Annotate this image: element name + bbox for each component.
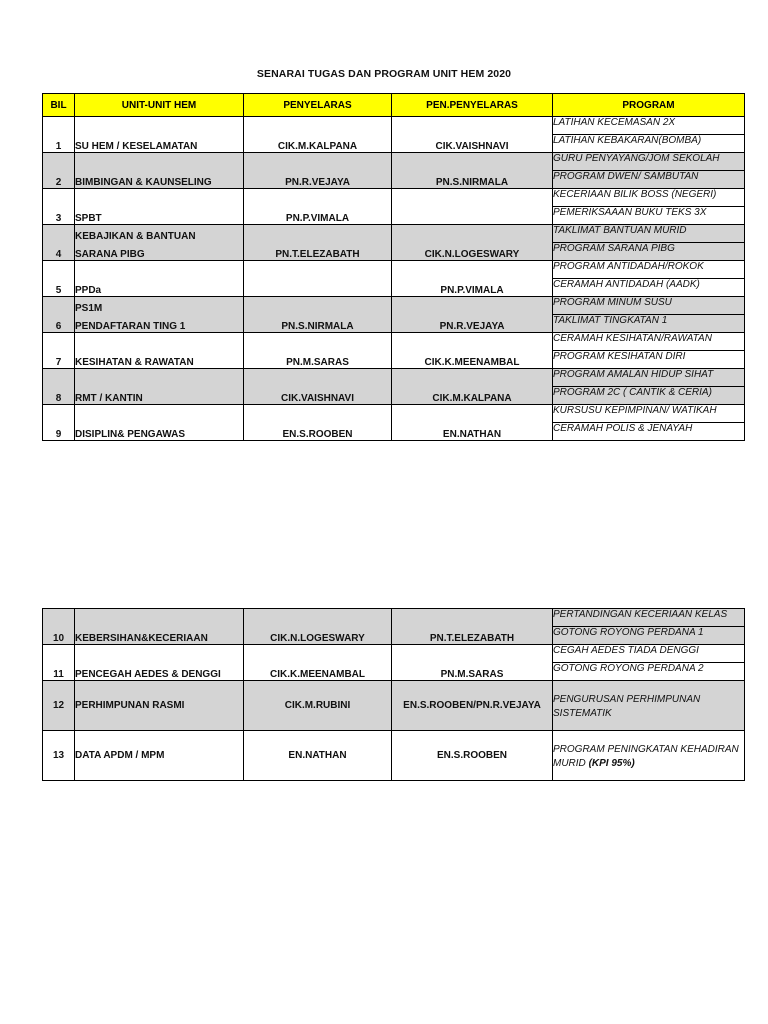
unit-name-line: KESIHATAN & RAWATAN	[75, 357, 194, 368]
unit-name: DATA APDM / MPM	[75, 731, 244, 781]
program-item: TAKLIMAT BANTUAN MURID	[553, 225, 745, 243]
program-item: CERAMAH POLIS & JENAYAH	[553, 423, 745, 441]
penyelaras-name: CIK.M.KALPANA	[244, 117, 392, 153]
unit-name-line: PPDa	[75, 285, 102, 296]
program-item: PROGRAM MINUM SUSU	[553, 297, 745, 315]
table-row	[43, 369, 745, 387]
table-row	[43, 153, 745, 171]
program-item: KECERIAAN BILIK BOSS (NEGERI)	[553, 189, 745, 207]
table-row	[43, 731, 745, 781]
program-text: PENGURUSAN PERHIMPUNAN SISTEMATIK	[553, 693, 701, 719]
unit-name-line: KEBAJIKAN & BANTUAN	[75, 231, 196, 242]
unit-name-line: DISIPLIN& PENGAWAS	[75, 429, 186, 440]
unit-name-line: RMT / KANTIN	[75, 393, 143, 404]
unit-name	[75, 153, 244, 189]
pen-penyelaras-name: CIK.M.KALPANA	[392, 369, 553, 405]
unit-name	[75, 369, 244, 405]
program-item: PROGRAM 2C ( CANTIK & CERIA)	[553, 387, 745, 405]
row-number: 6	[43, 297, 75, 333]
penyelaras-name: CIK.M.RUBINI	[244, 681, 392, 731]
penyelaras-name: CIK.VAISHNAVI	[244, 369, 392, 405]
penyelaras-name	[244, 261, 392, 297]
table-row	[43, 609, 745, 627]
unit-name	[75, 333, 244, 369]
unit-name	[75, 189, 244, 225]
header-program: PROGRAM	[553, 94, 745, 117]
program-item: LATIHAN KEBAKARAN(BOMBA)	[553, 135, 745, 153]
program-item	[553, 731, 745, 781]
table-row	[43, 405, 745, 423]
row-number: 13	[43, 731, 75, 781]
program-text: PROGRAM PENINGKATAN KEHADIRAN MURID	[553, 743, 739, 769]
unit-name-line: BIMBINGAN & KAUNSELING	[75, 177, 212, 188]
penyelaras-name: CIK.K.MEENAMBAL	[244, 645, 392, 681]
table-row	[43, 225, 745, 243]
program-item: CERAMAH ANTIDADAH (AADK)	[553, 279, 745, 297]
program-kpi: (KPI 95%)	[588, 757, 635, 769]
pen-penyelaras-name: PN.M.SARAS	[392, 645, 553, 681]
row-number: 5	[43, 261, 75, 297]
program-item: PERTANDINGAN KECERIAAN KELAS	[553, 609, 745, 627]
unit-name	[75, 297, 244, 333]
program-item: PROGRAM ANTIDADAH/ROKOK	[553, 261, 745, 279]
pen-penyelaras-name: EN.S.ROOBEN/PN.R.VEJAYA	[392, 681, 553, 731]
unit-name: PERHIMPUNAN RASMI	[75, 681, 244, 731]
pen-penyelaras-name: PN.S.NIRMALA	[392, 153, 553, 189]
program-item	[553, 681, 745, 731]
pen-penyelaras-name	[392, 189, 553, 225]
row-number: 7	[43, 333, 75, 369]
program-item: TAKLIMAT TINGKATAN 1	[553, 315, 745, 333]
program-item: PROGRAM AMALAN HIDUP SIHAT	[553, 369, 745, 387]
duty-table	[42, 93, 745, 441]
penyelaras-name: PN.M.SARAS	[244, 333, 392, 369]
table-row	[43, 189, 745, 207]
header-unit: UNIT-UNIT HEM	[75, 94, 244, 117]
program-item: KURSUSU KEPIMPINAN/ WATIKAH	[553, 405, 745, 423]
table-row	[43, 261, 745, 279]
row-number: 2	[43, 153, 75, 189]
header-pen-penyelaras: PEN.PENYELARAS	[392, 94, 553, 117]
unit-name-line: PENDAFTARAN TING 1	[75, 321, 186, 332]
program-item: PEMERIKSAAAN BUKU TEKS 3X	[553, 207, 745, 225]
program-item: PROGRAM DWEN/ SAMBUTAN	[553, 171, 745, 189]
unit-name-line: SPBT	[75, 213, 102, 224]
unit-name	[75, 261, 244, 297]
table-row	[43, 645, 745, 663]
header-penyelaras: PENYELARAS	[244, 94, 392, 117]
unit-name-line: SU HEM / KESELAMATAN	[75, 141, 198, 152]
row-number: 10	[43, 609, 75, 645]
pen-penyelaras-name: CIK.N.LOGESWARY	[392, 225, 553, 261]
row-number: 11	[43, 645, 75, 681]
row-number: 9	[43, 405, 75, 441]
table-row	[43, 681, 745, 731]
unit-name	[75, 225, 244, 261]
pen-penyelaras-name: PN.P.VIMALA	[392, 261, 553, 297]
table-row	[43, 117, 745, 135]
program-item: CEGAH AEDES TIADA DENGGI	[553, 645, 745, 663]
unit-name-line: SARANA PIBG	[75, 249, 145, 260]
program-item: GOTONG ROYONG PERDANA 1	[553, 627, 745, 645]
row-number: 12	[43, 681, 75, 731]
document-title: SENARAI TUGAS DAN PROGRAM UNIT HEM 2020	[256, 68, 512, 80]
unit-name	[75, 117, 244, 153]
pen-penyelaras-name: EN.S.ROOBEN	[392, 731, 553, 781]
pen-penyelaras-name: CIK.VAISHNAVI	[392, 117, 553, 153]
penyelaras-name: PN.S.NIRMALA	[244, 297, 392, 333]
penyelaras-name: EN.NATHAN	[244, 731, 392, 781]
program-item: PROGRAM KESIHATAN DIRI	[553, 351, 745, 369]
program-item: PROGRAM SARANA PIBG	[553, 243, 745, 261]
pen-penyelaras-name: PN.T.ELEZABATH	[392, 609, 553, 645]
penyelaras-name: EN.S.ROOBEN	[244, 405, 392, 441]
pen-penyelaras-name: PN.R.VEJAYA	[392, 297, 553, 333]
table-row	[43, 297, 745, 315]
program-item: GOTONG ROYONG PERDANA 2	[553, 663, 745, 681]
penyelaras-name: CIK.N.LOGESWARY	[244, 609, 392, 645]
row-number: 1	[43, 117, 75, 153]
row-number: 8	[43, 369, 75, 405]
penyelaras-name: PN.T.ELEZABATH	[244, 225, 392, 261]
table-row	[43, 333, 745, 351]
unit-name-line: PS1M	[75, 303, 103, 314]
penyelaras-name: PN.P.VIMALA	[244, 189, 392, 225]
pen-penyelaras-name: EN.NATHAN	[392, 405, 553, 441]
pen-penyelaras-name: CIK.K.MEENAMBAL	[392, 333, 553, 369]
program-item: LATIHAN KECEMASAN 2X	[553, 117, 745, 135]
row-number: 3	[43, 189, 75, 225]
unit-name: PENCEGAH AEDES & DENGGI	[75, 645, 244, 681]
duty-table-continued	[42, 608, 745, 781]
row-number: 4	[43, 225, 75, 261]
header-bil: BIL	[43, 94, 75, 117]
program-item: CERAMAH KESIHATAN/RAWATAN	[553, 333, 745, 351]
table-header-row	[43, 94, 745, 117]
penyelaras-name: PN.R.VEJAYA	[244, 153, 392, 189]
program-item: GURU PENYAYANG/JOM SEKOLAH	[553, 153, 745, 171]
unit-name: KEBERSIHAN&KECERIAAN	[75, 609, 244, 645]
unit-name	[75, 405, 244, 441]
